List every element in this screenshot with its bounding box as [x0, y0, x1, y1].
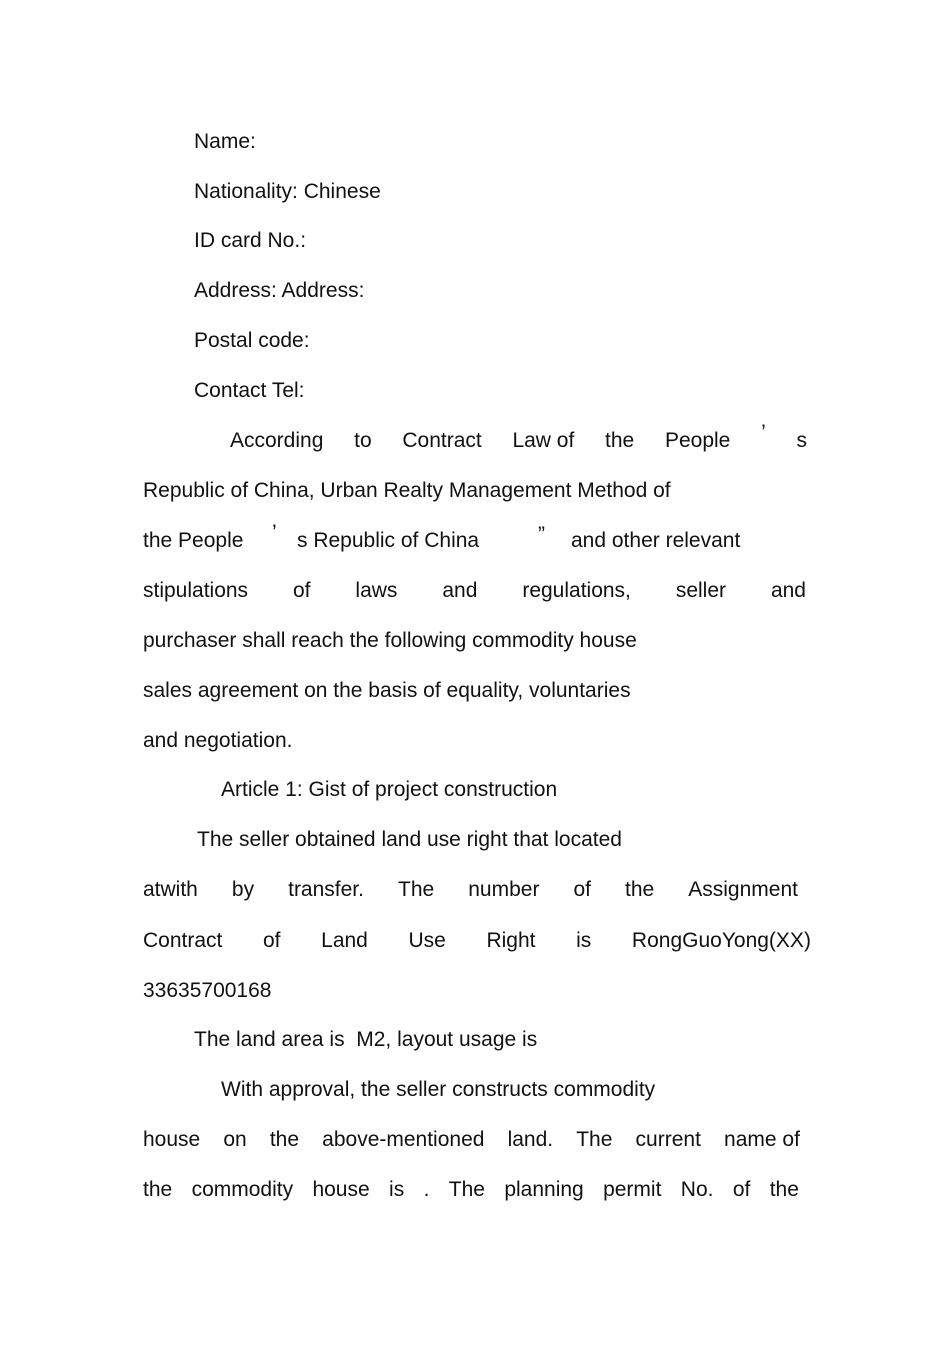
field-postal-code: Postal code:: [194, 329, 310, 352]
preamble-line-1: [230, 421, 807, 455]
field-contact-tel: Contact Tel:: [194, 379, 305, 402]
article-1-p3-line-1: With approval, the seller constructs commodity: [221, 1078, 656, 1101]
word: and: [770, 579, 806, 602]
word: stipulations: [143, 579, 249, 602]
word: atwith: [143, 878, 198, 901]
word: land.: [507, 1128, 554, 1151]
field-name: Name:: [194, 130, 256, 153]
word: According: [230, 429, 324, 452]
preamble-line-3e: and other relevant: [571, 529, 741, 552]
word: to: [354, 429, 372, 452]
word: Right: [486, 929, 536, 952]
word: seller: [675, 579, 727, 602]
word: the: [143, 1178, 173, 1201]
word: ’: [761, 421, 766, 444]
word: The: [398, 878, 435, 901]
word: Assignment: [688, 878, 798, 901]
word: The: [576, 1128, 613, 1151]
word: of: [263, 929, 281, 952]
word: regulations,: [522, 579, 631, 602]
preamble-line-6: sales agreement on the basis of equality, voluntaries: [143, 679, 631, 702]
word: Land: [321, 929, 368, 952]
word: Law of: [512, 429, 575, 452]
word: of: [292, 579, 311, 602]
word: planning: [504, 1178, 584, 1201]
word: laws: [355, 579, 398, 602]
preamble-line-7: and negotiation.: [143, 729, 293, 752]
preamble-line-4: [143, 577, 806, 605]
word: People: [664, 429, 731, 452]
preamble-line-2: Republic of China, Urban Realty Management Method of: [143, 479, 671, 502]
word: the: [769, 1178, 799, 1201]
article-1-p1-line-4: 33635700168: [143, 979, 272, 1002]
article-1-p1-line-3: [143, 927, 811, 955]
word: name of: [724, 1128, 800, 1151]
word: .: [423, 1178, 430, 1201]
preamble-line-3a: the People: [143, 529, 244, 552]
article-1-p2: The land area is M2, layout usage is: [194, 1028, 538, 1051]
word: No.: [680, 1178, 714, 1201]
word: of: [573, 878, 591, 901]
field-nationality: Nationality: Chinese: [194, 180, 381, 203]
word: The: [448, 1178, 485, 1201]
article-1-p3-line-3: [143, 1176, 799, 1204]
word: permit: [603, 1178, 662, 1201]
preamble-line-3c: s Republic of China: [297, 529, 480, 552]
word: the: [605, 429, 635, 452]
field-address: Address: Address:: [194, 279, 365, 302]
article-1-p1-line-1: The seller obtained land use right that located: [197, 828, 622, 851]
word: commodity: [191, 1178, 294, 1201]
word: number: [468, 878, 540, 901]
preamble-line-5: purchaser shall reach the following commodity house: [143, 629, 637, 652]
preamble-line-3d: ”: [538, 523, 545, 546]
preamble-line-3b: ’: [272, 521, 277, 544]
field-id-card: ID card No.:: [194, 229, 307, 252]
article-1-p1-line-2: [143, 876, 798, 904]
word: and: [442, 579, 478, 602]
article-1-p3-line-2: [143, 1126, 800, 1154]
word: house: [143, 1128, 201, 1151]
word: the: [269, 1128, 300, 1151]
word: Contract: [143, 929, 223, 952]
word: s: [796, 429, 807, 452]
word: by: [231, 878, 255, 901]
word: RongGuoYong(XX): [631, 929, 811, 952]
word: is: [389, 1178, 405, 1201]
word: Contract: [402, 429, 482, 452]
word: of: [732, 1178, 751, 1201]
article-1-heading: Article 1: Gist of project construction: [221, 778, 558, 801]
word: the: [625, 878, 655, 901]
word: on: [223, 1128, 247, 1151]
word: current: [635, 1128, 701, 1151]
word: transfer.: [288, 878, 364, 901]
word: is: [576, 929, 592, 952]
word: house: [312, 1178, 370, 1201]
word: Use: [408, 929, 446, 952]
word: above-mentioned: [322, 1128, 485, 1151]
